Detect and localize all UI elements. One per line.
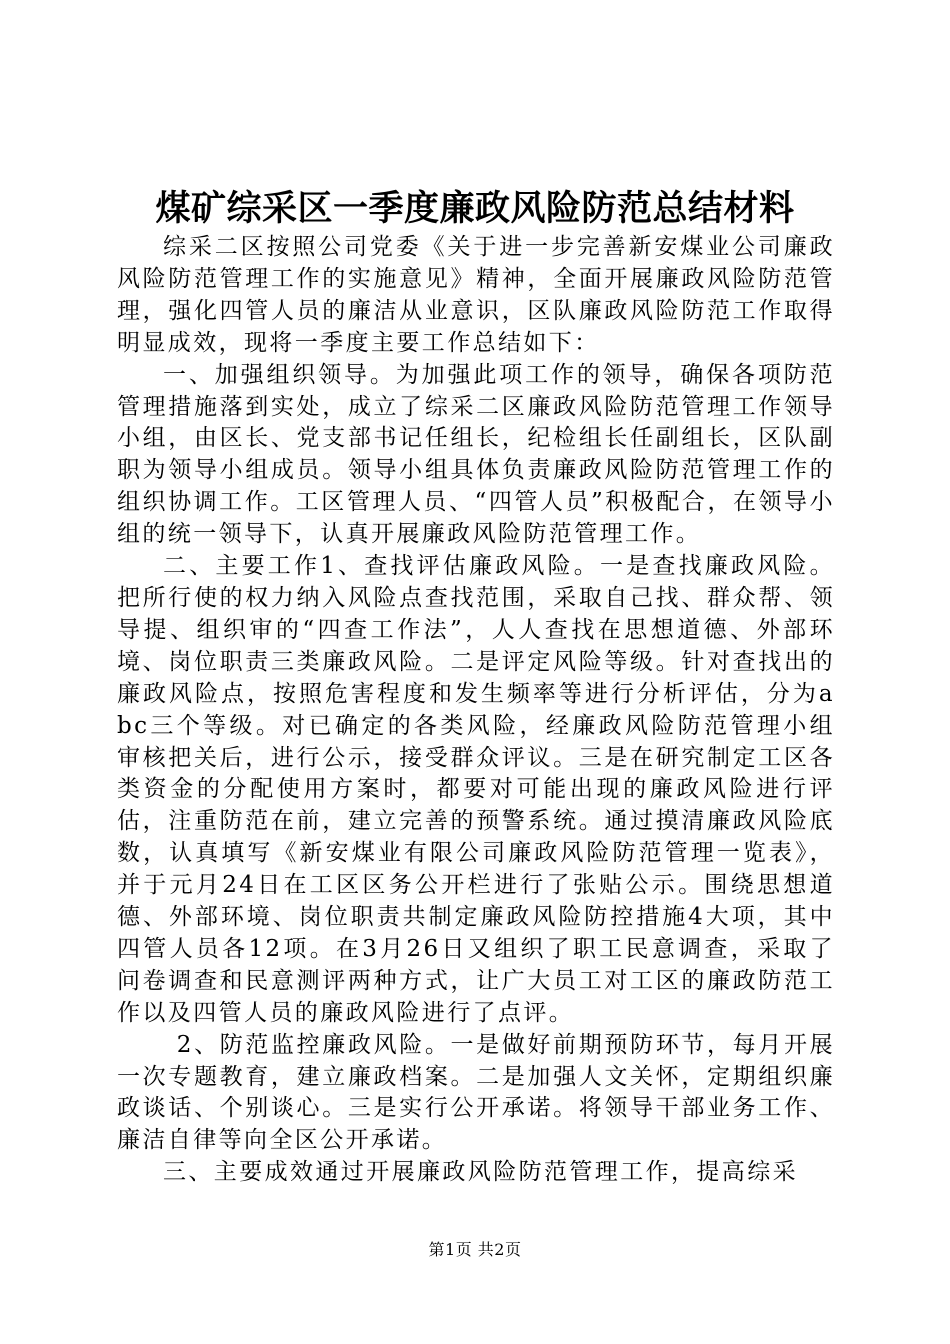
section-3-paragraph: 三、主要成效通过开展廉政风险防范管理工作，提高综采	[163, 1159, 798, 1186]
document-title: 煤矿综采区一季度廉政风险防范总结材料	[155, 189, 795, 229]
intro-paragraph: 综采二区按照公司党委《关于进一步完善新安煤业公司廉政风险防范管理工作的实施意见》精神，全面开展廉政风险防范管理，强化四管人员的廉洁从业意识，区队廉政风险防范工作取得明显成效，现将一季度主要工作总结如下：	[117, 234, 835, 356]
section-2-2-paragraph: 2、防范监控廉政风险。一是做好前期预防环节，每月开展一次专题教育，建立廉政档案。二是加强人文关怀，定期组织廉政谈话、个别谈心。三是实行公开承诺。将领导干部业务工作、廉洁自律等向全区公开承诺。	[117, 1031, 835, 1154]
section-1-paragraph: 一、加强组织领导。为加强此项工作的领导，确保各项防范管理措施落到实处，成立了综采二区廉政风险防范管理工作领导小组，由区长、党支部书记任组长，纪检组长任副组长，区队副职为领导小组成员。领导小组具体负责廉政风险防范管理工作的组织协调工作。工区管理人员、“四管人员”积极配合，在领导小组的统一领导下，认真开展廉政风险防范管理工作。	[117, 361, 835, 548]
page-footer: 第1页 共2页	[428, 1240, 522, 1259]
section-2-paragraph: 二、主要工作1、查找评估廉政风险。一是查找廉政风险。把所行使的权力纳入风险点查找范围，采取自己找、群众帮、领导提、组织审的“四查工作法”，人人查找在思想道德、外部环境、岗位职责三类廉政风险。二是评定风险等级。针对查找出的廉政风险点，按照危害程度和发生频率等进行分析评估，分为abc三个等级。对已确定的各类风险，经廉政风险防范管理小组审核把关后，进行公示，接受群众评议。三是在研究制定工区各类资金的分配使用方案时，都要对可能出现的廉政风险进行评估，注重防范在前，建立完善的预警系统。通过摸清廉政风险底数，认真填写《新安煤业有限公司廉政风险防范管理一览表》，并于元月24日在工区区务公开栏进行了张贴公示。围绕思想道德、外部环境、岗位职责共制定廉政风险防控措施4大项，其中四管人员各12项。在3月26日又组织了职工民意调查，采取了问卷调查和民意测评两种方式，让广大员工对工区的廉政防范工作以及四管人员的廉政风险进行了点评。	[117, 553, 835, 1026]
document-body	[117, 232, 835, 1189]
